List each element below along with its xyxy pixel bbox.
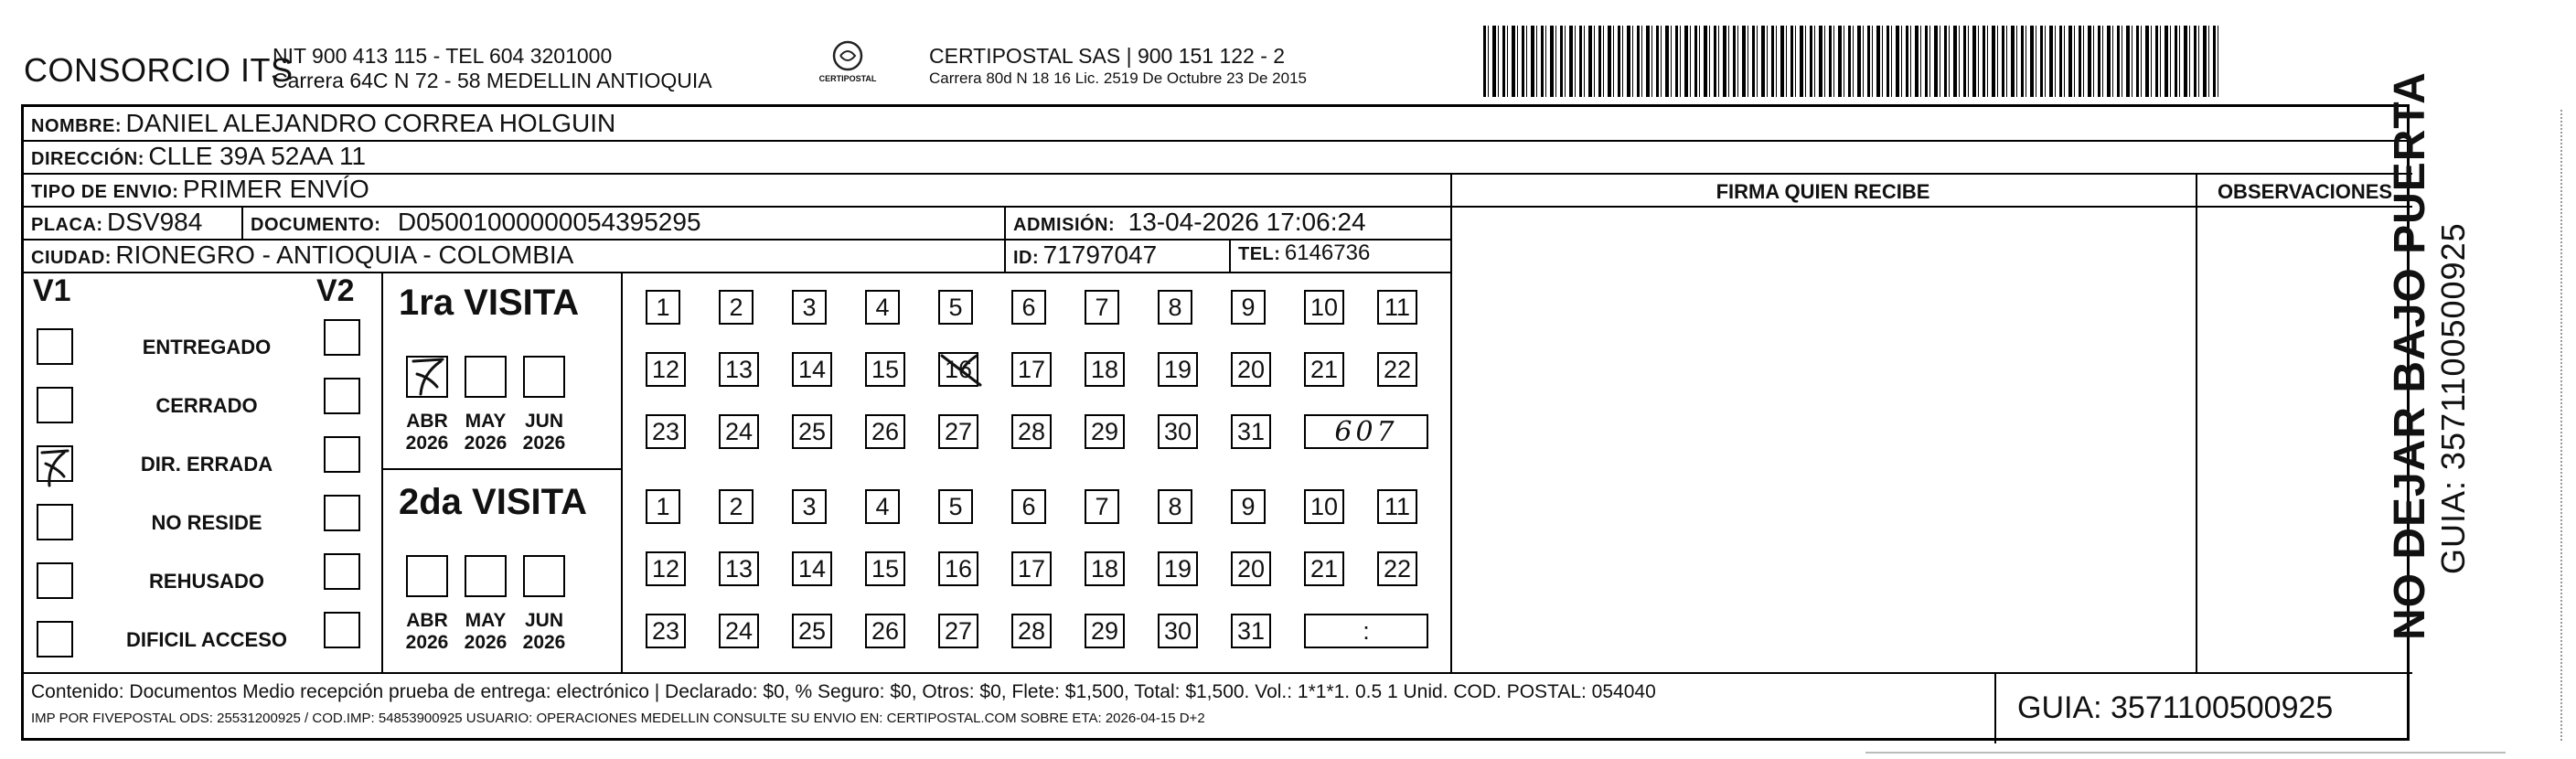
visit1-day-box[interactable]: 30 — [1158, 414, 1198, 449]
visit2-day-box[interactable]: 31 — [1231, 614, 1271, 648]
visit2-day-box[interactable]: 2 — [719, 489, 754, 524]
visit1-day-box[interactable]: 21 — [1304, 352, 1344, 387]
footer-contents: Contenido: Documentos Medio recepción prueba de entrega: electrónico | Declarado: $0, % Seguro: $0, Otros: $0, Flete: $1,500, Total: $1,500. Vol.: 1*1*1. 0.5 1 Unid. COD. POSTAL: 054040 — [31, 681, 1656, 702]
tel-value: 6146736 — [1284, 241, 1371, 265]
firma-header: FIRMA QUIEN RECIBE — [1716, 180, 1930, 203]
v1-checkbox[interactable] — [37, 328, 73, 365]
documento-value: D05001000000054395295 — [397, 208, 701, 236]
visit1-day-box[interactable]: 7 — [1085, 290, 1119, 325]
visit2-day-box[interactable]: 25 — [792, 614, 832, 648]
visit2-day-box[interactable]: 12 — [646, 551, 686, 586]
visit2-day-box[interactable]: 23 — [646, 614, 686, 648]
courier-info — [929, 44, 1307, 89]
col-divider — [1004, 206, 1006, 272]
col-divider — [241, 206, 243, 239]
status-label: DIR. ERRADA — [140, 453, 273, 476]
col-divider — [621, 272, 623, 672]
visit1-day-box[interactable]: 4 — [865, 290, 900, 325]
month-label — [517, 610, 572, 654]
v2-checkbox[interactable] — [324, 495, 360, 531]
month-label — [400, 411, 454, 454]
visit1-day-box[interactable]: 20 — [1231, 352, 1271, 387]
visit2-day-box[interactable]: 6 — [1011, 489, 1046, 524]
visit1-day-box[interactable]: 17 — [1011, 352, 1052, 387]
col-divider — [1994, 672, 1996, 743]
visit1-day-box[interactable]: 12 — [646, 352, 686, 387]
id-label: ID: — [1013, 248, 1040, 268]
month-name: MAY — [465, 411, 507, 432]
status-label: DIFICIL ACCESO — [125, 628, 287, 651]
visit1-title: 1ra VISITA — [399, 283, 580, 323]
v2-checkbox[interactable] — [324, 319, 360, 356]
visit2-day-box[interactable]: 11 — [1377, 489, 1417, 524]
month-name: JUN — [524, 610, 563, 631]
visit1-day-box[interactable]: 28 — [1011, 414, 1052, 449]
v2-checkbox[interactable] — [324, 378, 360, 414]
visit1-day-box[interactable]: 25 — [792, 414, 832, 449]
visit2-time-box[interactable]: : — [1304, 614, 1428, 648]
visit1-day-box[interactable]: 8 — [1158, 290, 1192, 325]
visit2-day-box[interactable]: 30 — [1158, 614, 1198, 648]
row-divider — [24, 272, 1450, 273]
barcode — [1483, 26, 2222, 97]
month-year: 2026 — [405, 433, 449, 454]
visit1-day-box[interactable]: 15 — [865, 352, 905, 387]
tel-cell — [1238, 241, 1370, 266]
visit2-day-box[interactable]: 17 — [1011, 551, 1052, 586]
visit2-day-box[interactable]: 1 — [646, 489, 680, 524]
v1-checkbox[interactable] — [37, 387, 73, 423]
side-notice: NO DEJAR BAJO PUERTA — [2386, 71, 2434, 640]
direccion-value: CLLE 39A 52AA 11 — [148, 142, 367, 170]
placa-value: DSV984 — [107, 208, 203, 236]
visit2-day-box[interactable]: 14 — [792, 551, 832, 586]
visit1-day-box[interactable]: 13 — [719, 352, 759, 387]
month-label — [517, 411, 572, 454]
row-divider — [24, 672, 2412, 674]
documento-cell — [251, 208, 701, 237]
month-year: 2026 — [522, 433, 566, 454]
company-line-1: NIT 900 413 115 - TEL 604 3201000 — [273, 44, 613, 68]
visit1-day-box[interactable]: 31 — [1231, 414, 1271, 449]
v1-checkbox[interactable] — [37, 445, 73, 482]
perforation-line — [2560, 110, 2562, 741]
visit1-month-checkbox[interactable] — [406, 356, 448, 398]
month-name: ABR — [406, 610, 448, 631]
direccion-row — [31, 142, 366, 171]
month-year: 2026 — [405, 632, 449, 653]
month-name: ABR — [406, 411, 448, 432]
month-name: JUN — [524, 411, 563, 432]
month-year: 2026 — [464, 632, 508, 653]
visit2-day-box[interactable]: 8 — [1158, 489, 1192, 524]
status-label: NO RESIDE — [151, 511, 262, 534]
visit1-day-box[interactable]: 10 — [1304, 290, 1344, 325]
visit2-month-checkbox[interactable] — [465, 555, 507, 597]
nombre-label: NOMBRE: — [31, 116, 123, 136]
id-cell — [1013, 241, 1157, 270]
status-label: REHUSADO — [149, 570, 264, 593]
visit2-day-box[interactable]: 15 — [865, 551, 905, 586]
visit2-day-box[interactable]: 24 — [719, 614, 759, 648]
certipostal-logo — [810, 40, 885, 83]
visit2-day-box[interactable]: 7 — [1085, 489, 1119, 524]
v2-checkbox[interactable] — [324, 612, 360, 648]
admision-value: 13-04-2026 17:06:24 — [1128, 208, 1366, 236]
id-value: 71797047 — [1042, 241, 1158, 269]
courier-line-2: Carrera 80d N 18 16 Lic. 2519 De Octubre 23 De 2015 — [929, 69, 1307, 87]
visit1-day-box[interactable]: 19 — [1158, 352, 1198, 387]
visit1-day-box[interactable]: 5 — [938, 290, 973, 325]
visit2-day-box[interactable]: 18 — [1085, 551, 1125, 586]
placa-cell — [31, 208, 202, 237]
v2-header: V2 — [316, 273, 355, 308]
visit2-day-box[interactable]: 5 — [938, 489, 973, 524]
month-name: MAY — [465, 610, 507, 631]
visit1-day-box[interactable]: 1 — [646, 290, 680, 325]
visit2-day-box[interactable]: 19 — [1158, 551, 1198, 586]
company-line-2: Carrera 64C N 72 - 58 MEDELLIN ANTIOQUIA — [273, 69, 712, 92]
col-divider — [2196, 173, 2197, 672]
col-divider — [1229, 239, 1231, 272]
tel-label: TEL: — [1238, 244, 1281, 264]
row-divider — [24, 140, 2412, 142]
footer-guia: GUIA: 3571100500925 — [2017, 690, 2334, 725]
visit1-day-box[interactable]: 6 — [1011, 290, 1046, 325]
visit2-day-box[interactable]: 3 — [792, 489, 827, 524]
row-divider — [24, 173, 2412, 175]
visit2-day-box[interactable]: 20 — [1231, 551, 1271, 586]
month-year: 2026 — [464, 433, 508, 454]
visit1-month-checkbox[interactable] — [465, 356, 507, 398]
visit1-time-box[interactable]: 607 — [1304, 414, 1428, 449]
month-label — [458, 411, 513, 454]
v2-checkbox[interactable] — [324, 436, 360, 473]
month-year: 2026 — [522, 632, 566, 653]
nombre-row — [31, 109, 615, 138]
visit2-month-checkbox[interactable] — [406, 555, 448, 597]
company-info — [273, 44, 712, 93]
month-label — [400, 610, 454, 654]
logo-text: CERTIPOSTAL — [818, 74, 877, 83]
visit1-day-box[interactable]: 3 — [792, 290, 827, 325]
visit1-month-checkbox[interactable] — [523, 356, 565, 398]
visit2-day-box[interactable]: 28 — [1011, 614, 1052, 648]
v1-header: V1 — [33, 273, 71, 308]
documento-label: DOCUMENTO: — [251, 215, 381, 235]
v1-checkbox[interactable] — [37, 562, 73, 599]
visit2-day-box[interactable]: 4 — [865, 489, 900, 524]
visit1-day-box[interactable]: 11 — [1377, 290, 1417, 325]
visit-divider — [381, 468, 621, 470]
visit2-day-box[interactable]: 13 — [719, 551, 759, 586]
month-label — [458, 610, 513, 654]
nombre-value: DANIEL ALEJANDRO CORREA HOLGUIN — [125, 109, 616, 137]
visit2-day-box[interactable]: 26 — [865, 614, 905, 648]
tipo-label: TIPO DE ENVIO: — [31, 182, 179, 202]
visit2-day-box[interactable]: 10 — [1304, 489, 1344, 524]
visit1-day-box[interactable]: 14 — [792, 352, 832, 387]
visit2-month-checkbox[interactable] — [523, 555, 565, 597]
col-divider — [1450, 173, 1452, 672]
tipo-row — [31, 175, 369, 204]
ciudad-label: CIUDAD: — [31, 248, 112, 268]
visit2-title: 2da VISITA — [399, 482, 587, 522]
visit2-day-box[interactable]: 9 — [1231, 489, 1266, 524]
visit2-day-box[interactable]: 27 — [938, 614, 978, 648]
admision-label: ADMISIÓN: — [1013, 215, 1116, 235]
col-divider — [381, 272, 383, 672]
logo-icon — [829, 40, 866, 71]
visit1-day-box[interactable]: 26 — [865, 414, 905, 449]
admision-cell — [1013, 208, 1366, 237]
courier-line-1: CERTIPOSTAL SAS | 900 151 122 - 2 — [929, 44, 1286, 68]
status-label: CERRADO — [155, 394, 258, 417]
side-guia: GUIA: 3571100500925 — [2434, 222, 2472, 574]
cut-line — [1865, 752, 2506, 754]
footer-print-info: IMP POR FIVEPOSTAL ODS: 25531200925 / COD.IMP: 54853900925 USUARIO: OPERACIONES MEDELLIN CONSULTE SU ENVIO EN: CERTIPOSTAL.COM SOBRE ETA: 2026-04-15 D+2 — [31, 711, 1205, 726]
visit1-day-box[interactable]: 2 — [719, 290, 754, 325]
brand-name: CONSORCIO ITS — [24, 51, 294, 89]
v1-checkbox[interactable] — [37, 504, 73, 540]
observaciones-header: OBSERVACIONES — [2217, 180, 2393, 203]
row-divider — [1450, 206, 2412, 208]
status-label: ENTREGADO — [142, 336, 272, 358]
visit1-day-box[interactable]: 9 — [1231, 290, 1266, 325]
visit1-day-box[interactable]: 18 — [1085, 352, 1125, 387]
v2-checkbox[interactable] — [324, 553, 360, 590]
ciudad-value: RIONEGRO - ANTIOQUIA - COLOMBIA — [115, 241, 574, 269]
visit1-day-box[interactable]: 22 — [1377, 352, 1417, 387]
visit1-day-box[interactable]: 29 — [1085, 414, 1125, 449]
visit2-day-box[interactable]: 21 — [1304, 551, 1344, 586]
visit1-day-box[interactable]: 24 — [719, 414, 759, 449]
v1-checkbox[interactable] — [37, 621, 73, 657]
placa-label: PLACA: — [31, 215, 103, 235]
direccion-label: DIRECCIÓN: — [31, 149, 144, 169]
visit1-day-box[interactable]: 23 — [646, 414, 686, 449]
ciudad-cell — [31, 241, 573, 270]
delivery-form — [21, 104, 2410, 741]
visit2-day-box[interactable]: 29 — [1085, 614, 1125, 648]
visit2-day-box[interactable]: 22 — [1377, 551, 1417, 586]
visit1-day-box[interactable]: 27 — [938, 414, 978, 449]
visit1-day-box[interactable]: 16 — [938, 352, 978, 387]
tipo-value: PRIMER ENVÍO — [182, 175, 369, 203]
visit2-day-box[interactable]: 16 — [938, 551, 978, 586]
